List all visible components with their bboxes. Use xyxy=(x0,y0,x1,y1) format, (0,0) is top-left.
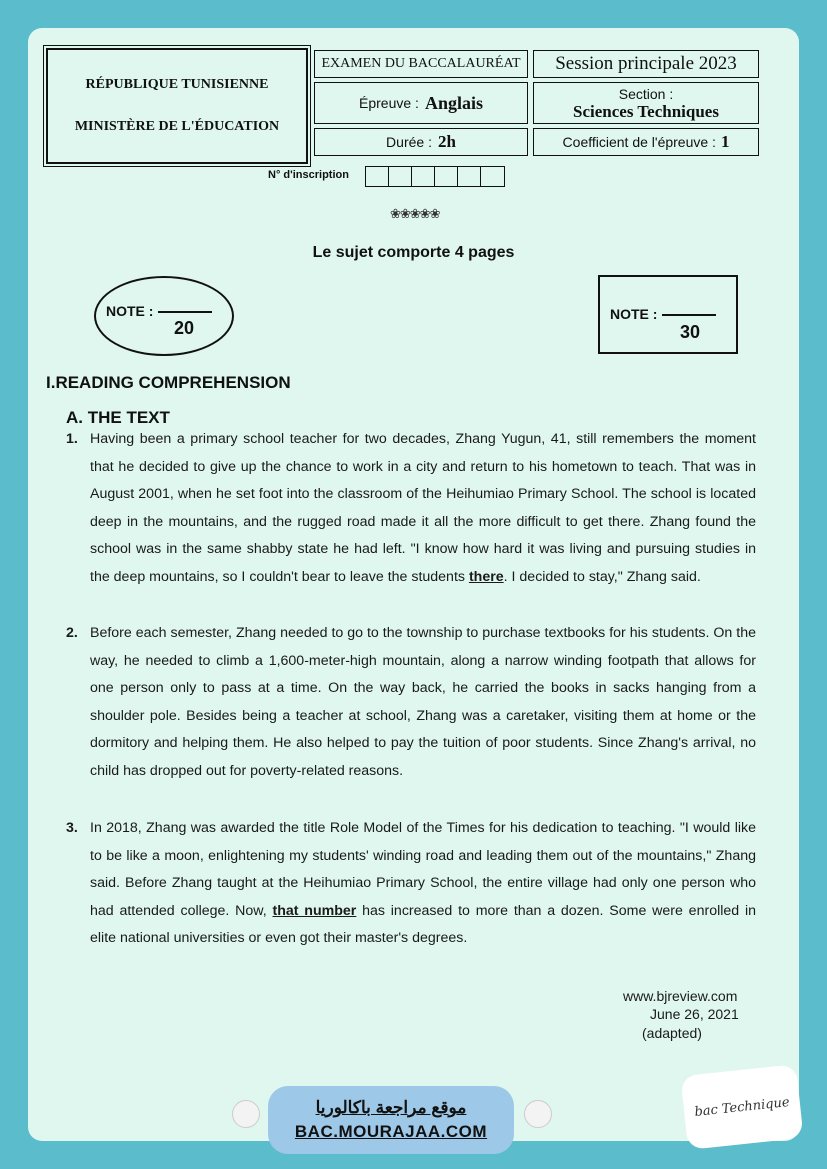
note-line xyxy=(158,311,212,313)
digit-box[interactable] xyxy=(366,167,389,186)
section-title: I.READING COMPREHENSION xyxy=(46,373,291,392)
section-name: Sciences Techniques xyxy=(573,102,719,121)
duree-cell: Durée : 2h xyxy=(314,128,528,156)
exam-title: EXAMEN DU BACCALAURÉAT xyxy=(314,50,528,78)
epreuve-cell: Épreuve : Anglais xyxy=(314,82,528,124)
digit-box[interactable] xyxy=(389,167,412,186)
inscription-boxes[interactable] xyxy=(365,166,505,187)
paragraph-number: 2. xyxy=(66,625,78,641)
note-label: NOTE : xyxy=(106,303,154,319)
section-cell: Section : Sciences Techniques xyxy=(533,82,759,124)
coefficient-cell: Coefficient de l'épreuve : 1 xyxy=(533,128,759,156)
digit-box[interactable] xyxy=(458,167,481,186)
note-box xyxy=(598,275,738,354)
note-total: 30 xyxy=(680,322,701,342)
ministry-box xyxy=(46,48,308,164)
exam-page xyxy=(28,28,799,1141)
underlined-word: there xyxy=(468,568,504,585)
underlined-phrase: that number xyxy=(272,902,357,919)
bac-technique-badge: bac Technique xyxy=(680,1064,803,1150)
note-line xyxy=(662,314,716,316)
site-logo-icon xyxy=(524,1100,552,1128)
source-site[interactable]: www.bjreview.com xyxy=(623,988,738,1004)
banner-arabic[interactable]: موقع مراجعة باكالوريا xyxy=(315,1098,467,1117)
note-total: 20 xyxy=(174,318,195,338)
ministry-name: MINISTÈRE DE L'ÉDUCATION xyxy=(74,119,280,134)
source-date: June 26, 2021 xyxy=(650,1006,739,1022)
subject-name: Anglais xyxy=(424,92,483,113)
subsection-title: A. THE TEXT xyxy=(66,408,170,427)
banner-url[interactable]: BAC.MOURAJAA.COM xyxy=(294,1122,488,1141)
source-note: (adapted) xyxy=(642,1025,702,1041)
paragraph-2: 2. Before each semester, Zhang needed to go to the township to purchase textbooks for his students. On the way, he needed to climb a 1,600-meter-high mountain, along a narrow winding footpath that allows for one person only to pass at a time. On the way back, he carried the books in sacks hanging from a shoulder pole. Besides being a teacher at school, Zhang was a caretaker, visiting them at home or the dormitory and helping them. He also helped to pay the tuition of poor students. Since Zhang's arrival, no child has dropped out for poverty-related reasons. xyxy=(66,620,756,786)
inscription-label: N° d'inscription xyxy=(268,169,349,181)
flower-ornament-icon: ❀❀❀❀❀ xyxy=(390,206,440,221)
pages-note: Le sujet comporte 4 pages xyxy=(312,244,515,261)
digit-box[interactable] xyxy=(435,167,458,186)
digit-box[interactable] xyxy=(412,167,435,186)
session-label: Session principale 2023 xyxy=(533,50,759,78)
digit-box[interactable] xyxy=(481,167,504,186)
site-banner[interactable] xyxy=(268,1086,514,1154)
paragraph-number: 1. xyxy=(66,431,78,447)
country-name: RÉPUBLIQUE TUNISIENNE xyxy=(85,77,269,92)
paragraph-1: 1. Having been a primary school teacher for two decades, Zhang Yugun, 41, still remembers the moment that he decided to give up the chance to work in a city and return to his hometown to teach. That was in August 2001, when he set foot into the classroom of the Heihumiao Primary School. The school is located deep in the mountains, and the rugged road made it all the more difficult to get there. Zhang found the school was in the same shabby state he had left. "I know how hard it was living and pursuing studies in the deep mountains, so I couldn't bear to leave the students there. I decided to stay," Zhang said. xyxy=(66,426,756,592)
paragraph-3: 3. In 2018, Zhang was awarded the title Role Model of the Times for his dedication to teaching. "I would like to be like a moon, enlightening my students' winding road and leading them out of the mountains," Zhang said. Before Zhang taught at the Heihumiao Primary School, the entire village had only one person who had attended college. Now, that number has increased to more than a dozen. Some were enrolled in elite national universities or even got their master's degrees. xyxy=(66,815,756,953)
note-label: NOTE : xyxy=(610,306,658,322)
paragraph-number: 3. xyxy=(66,820,78,836)
note-oval xyxy=(94,276,234,356)
site-logo-icon xyxy=(232,1100,260,1128)
